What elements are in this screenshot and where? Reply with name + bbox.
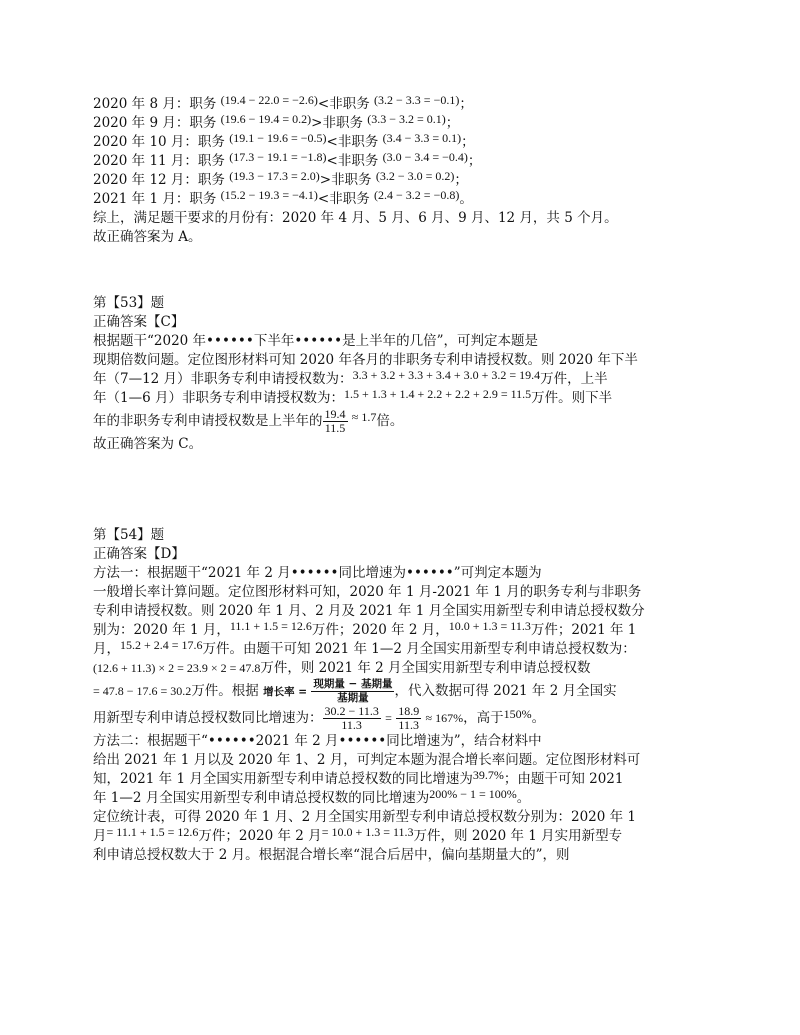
q54-line: 定位统计表，可得 2020 年 1 月、2 月全国实用新型专利申请总授权数分别为：2020 年 1 [93, 809, 637, 825]
q54-line: 利申请总授权数大于 2 月。根据混合增长率“混合后居中，偏向基期量大的”，则 [93, 847, 570, 863]
answer-explanation-page [93, 95, 715, 865]
q54-line: 月，15.2 + 2.4 = 17.6万件。由题干可知 2021 年 1—2 月全国实用新型专利申请总授权数为： [93, 638, 636, 657]
q54-line: 专利申请授权数。则 2020 年 1 月、2 月及 2021 年 1 月全国实用新型专利申请总授权数分 [93, 603, 645, 619]
q54-line: 别为：2020 年 1 月，11.1 + 1.5 = 12.6万件；2020 年 2 月，10.0 + 1.3 = 11.3万件；2021 年 1 [93, 619, 637, 638]
q54-line: 方法二：根据题干“••••••2021 年 2 月••••••同比增速为”，结合材料中 [93, 733, 542, 749]
q54-line: 月= 11.1 + 1.5 = 12.6万件；2020 年 2 月= 10.0 + 1.3 = 11.3万件，则 2020 年 1 月实用新型专 [93, 825, 623, 844]
month-row: 2020 年 8 月：职务 (19.4 − 22.0 = −2.6)<非职务 (3.2 − 3.3 = −0.1)； [93, 93, 473, 112]
q53-conclusion: 故正确答案为 C。 [93, 436, 203, 452]
q54-section [93, 526, 715, 865]
q53-line: 根据题干“2020 年••••••下半年••••••是上半年的几倍”，可判定本题是 [93, 333, 539, 349]
month-row: 2020 年 10 月：职务 (19.1 − 19.6 = −0.5)<非职务 (3.4 − 3.3 = 0.1)； [93, 131, 475, 150]
q54-line: 年 1—2 月全国实用新型专利申请总授权数的同比增速为200% − 1 = 100%。 [93, 787, 531, 806]
fraction: $\frac{19.4}{11.5}$ [324, 407, 346, 435]
q53-answer: 正确答案【C】 [93, 314, 185, 330]
q53-line: 现期倍数问题。定位图形材料可知 2020 年各月的非职务专利申请授权数。则 2020 年下半 [93, 352, 638, 368]
q52-conclusion: 故正确答案为 A。 [93, 229, 202, 245]
q53-line: 年的非职务专利申请授权数是上半年的 $\frac{19.4}{11.5}$ ≈ 1.7倍。 [93, 407, 404, 435]
q54-title: 第【54】题 [93, 527, 165, 543]
q53-line: 年（1—6 月）非职务专利申请授权数为：1.5 + 1.3 + 1.4 + 2.2 + 2.2 + 2.9 = 11.5万件。则下半 [93, 387, 613, 406]
q54-line: 一般增长率计算问题。定位图形材料可知，2020 年 1 月-2021 年 1 月的职务专利与非职务 [93, 584, 642, 600]
q53-section [93, 294, 715, 454]
q54-line: 用新型专利申请总授权数同比增速为： $\frac{30.2 - 11.3}{11.3}$ = $\frac{18.9}{11.3}$ ≈ 167%，高于150%。 [93, 704, 546, 732]
q54-line: 知，2021 年 1 月全国实用新型专利申请总授权数的同比增速为39.7%；由题干可知 2021 [93, 768, 624, 787]
fraction: $\frac{18.9}{11.3}$ [398, 704, 420, 732]
growth-rate-formula: $\frac{\text{现期量 − 基期量}}{\text{基期量}}$ [313, 678, 393, 704]
month-row: 2021 年 1 月：职务 (15.2 − 19.3 = −4.1)<非职务 (2.4 − 3.2 = −0.8)。 [93, 188, 473, 207]
q54-line: 方法一：根据题干“2021 年 2 月••••••同比增速为••••••”可判定本题为 [93, 565, 542, 581]
q52-summary: 综上，满足题干要求的月份有：2020 年 4 月、5 月、6 月、9 月、12 月，共 5 个月。 [93, 210, 618, 226]
month-row: 2020 年 11 月：职务 (17.3 − 19.1 = −1.8)<非职务 (3.0 − 3.4 = −0.4)； [93, 150, 482, 169]
q53-line: 年（7—12 月）非职务专利申请授权数为：3.3 + 3.2 + 3.3 + 3.4 + 3.0 + 3.2 = 19.4万件，上半 [93, 368, 608, 387]
q54-line: 给出 2021 年 1 月以及 2020 年 1、2 月，可判定本题为混合增长率问题。定位图形材料可 [93, 752, 641, 768]
month-row: 2020 年 9 月：职务 (19.6 − 19.4 = 0.2)>非职务 (3.3 − 3.2 = 0.1)； [93, 112, 460, 131]
q54-line: (12.6 + 11.3) × 2 = 23.9 × 2 = 47.8万件，则 2021 年 2 月全国实用新型专利申请总授权数 [93, 660, 591, 676]
q53-title: 第【53】题 [93, 295, 165, 311]
month-row: 2020 年 12 月：职务 (19.3 − 17.3 = 2.0)>非职务 (3.2 − 3.0 = 0.2)； [93, 169, 468, 188]
q54-line: = 47.8 − 17.6 = 30.2万件。根据 增长率 = $\frac{\text{现期量 − 基期量}}{\text{基期量}}$ ，代入数据可得 2021 年 2 月全国实 [93, 678, 617, 704]
q54-answer: 正确答案【D】 [93, 546, 185, 562]
q52-months [93, 95, 715, 247]
fraction: $\frac{30.2 - 11.3}{11.3}$ [324, 704, 379, 732]
